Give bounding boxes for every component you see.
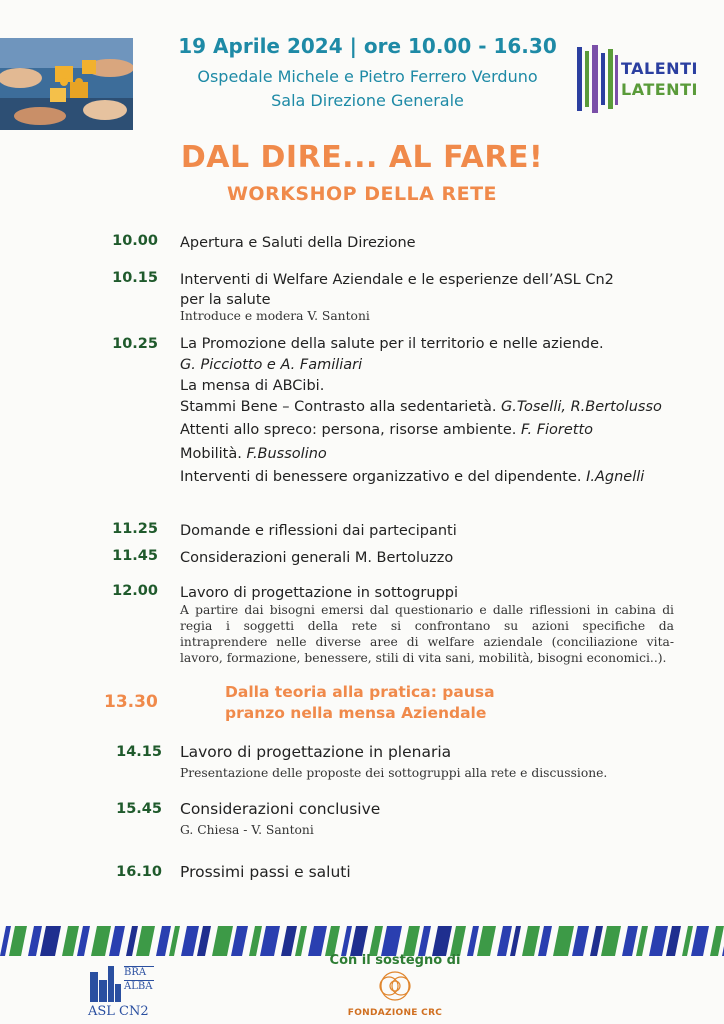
sub-stammi-bene-names: G.Toselli, R.Bertolusso [501,399,662,415]
asl-cn2-logo [88,962,168,1022]
talenti-latenti-logo [575,45,720,113]
stripe-segment [197,926,211,956]
stripe-segment [0,926,11,956]
stripe-segment [249,926,262,956]
stripe-segment [126,926,138,956]
stripe-segment [682,926,693,956]
stripe-segment [40,926,61,956]
stripe-segment [418,926,431,956]
event-room: Sala Direzione Generale [271,91,464,110]
agenda-title-1330 [225,682,545,724]
stripe-segment [350,926,368,956]
agenda-desc-1200-l2: regia i soggetti della rete si confrontano su azioni specifiche da [180,619,674,633]
stripe-segment [341,926,352,956]
stripe-segment [281,926,297,956]
agenda-sub-benessere [180,467,644,487]
stripe-segment [432,926,452,956]
asl-bra-label: BRA [124,966,154,978]
stripe-segment [553,926,574,956]
stripe-segment [156,926,171,956]
stripe-segment [169,926,180,956]
agenda-title-1610: Prossimi passi e saluti [180,863,351,881]
stripe-segment [369,926,383,956]
agenda-note-1015: Introduce e modera V. Santoni [180,309,370,323]
agenda-sub-stammi-bene [180,397,662,417]
stripe-segment [308,926,327,956]
agenda-time-1330: 13.30 [104,692,158,712]
stripe-segment [510,926,521,956]
agenda-speakers-1025: G. Picciotto e A. Familiari [180,357,363,373]
agenda-desc-1200-l3: intraprendere nelle diverse aree di welfare aziendale (conciliazione vita- [180,635,674,649]
agenda-title-1330-line1: Dalla teoria alla pratica: pausa [225,683,495,701]
asl-alba-label: ALBA [124,981,153,992]
agenda-time-1025: 10.25 [112,336,158,352]
sponsor-caption: Con il sostegno di [329,953,461,968]
logo-word-talenti: TALENTI [621,59,698,78]
stripe-segment [9,926,27,956]
stripe-segment [590,926,603,956]
agenda-time-1415: 14.15 [116,744,162,760]
stripe-segment [62,926,79,956]
agenda-time-1200: 12.00 [112,583,158,599]
sub-mobilita-names: F.Bussolino [246,446,327,462]
stripe-segment [622,926,638,956]
stripe-segment [295,926,307,956]
asl-name-label: ASL CN2 [88,1004,149,1019]
agenda-note-1545: G. Chiesa - V. Santoni [180,823,314,837]
stripe-segment [260,926,280,956]
stripe-segment [91,926,111,956]
agenda-time-1125: 11.25 [112,521,158,537]
page-subtitle: WORKSHOP DELLA RETE [226,183,498,205]
agenda-title-1545: Considerazioni conclusive [180,800,381,818]
sub-benessere-text: Interventi di benessere organizzativo e del dipendente. [180,469,582,485]
agenda-time-1000: 10.00 [112,233,158,249]
agenda-title-1025: La Promozione della salute per il territorio e nelle aziende. [180,336,604,352]
agenda-title-1330-line2: pranzo nella mensa Aziendale [225,704,487,722]
stripe-segment [231,926,248,956]
stripe-segment [28,926,42,956]
agenda-time-1145: 11.45 [112,548,158,564]
sub-spreco-names: F. Fioretto [521,422,594,438]
stripe-segment [538,926,552,956]
decorative-stripe-band [0,926,724,956]
agenda-sub-mensa: La mensa di ABCibi. [180,378,325,394]
agenda-sub-mobilita [180,444,327,464]
agenda-sub-spreco [180,420,593,440]
sub-stammi-bene-text: Stammi Bene – Contrasto alla sedentarietà. [180,399,497,415]
stripe-segment [325,926,340,956]
stripe-segment [109,926,125,956]
logo-word-latenti: LATENTI [621,80,698,99]
crc-name-label: FONDAZIONE CRC [347,1008,443,1018]
stripe-segment [691,926,709,956]
stripe-segment [212,926,233,956]
sub-benessere-names: I.Agnelli [586,469,645,485]
sub-mobilita-text: Mobilità. [180,446,242,462]
page-title: DAL DIRE... AL FARE! [180,140,544,175]
agenda-time-1015: 10.15 [112,270,158,286]
stripe-segment [77,926,90,956]
agenda-title-1015-line2: per la salute [180,292,271,308]
stripe-segment [497,926,512,956]
agenda-desc-1200-l1: A partire dai bisogni emersi dal questionario e dalle riflessioni in cabina di [180,603,674,617]
header-photo-puzzle-hands [0,38,133,130]
stripe-segment [450,926,466,956]
agenda-title-1200: Lavoro di progettazione in sottogruppi [180,585,458,601]
asl-buildings-icon [88,966,122,1002]
stripe-segment [467,926,479,956]
stripe-segment [136,926,155,956]
crc-rings-icon [373,970,417,1002]
stripe-segment [403,926,420,956]
stripe-segment [381,926,402,956]
agenda-title-1125: Domande e riflessioni dai partecipanti [180,523,457,539]
stripe-segment [522,926,540,956]
stripe-segment [636,926,648,956]
agenda-title-1015-line1: Interventi di Welfare Aziendale e le esperienze dell’ASL Cn2 [180,272,614,288]
agenda-title-1415: Lavoro di progettazione in plenaria [180,743,452,761]
stripe-segment [710,926,724,956]
event-venue: Ospedale Michele e Pietro Ferrero Verduno [197,67,538,86]
agenda-title-1000: Apertura e Saluti della Direzione [180,235,416,251]
sub-spreco-text: Attenti allo spreco: persona, risorse ambiente. [180,422,517,438]
agenda-desc-1200-l4: lavoro, formazione, benessere, stili di vita sani, mobilità, bisogni economici..). [180,651,667,665]
stripe-segment [477,926,496,956]
agenda-note-1415: Presentazione delle proposte dei sottogruppi alla rete e discussione. [180,766,608,780]
stripe-segment [601,926,621,956]
stripe-segment [649,926,668,956]
event-date-time: 19 Aprile 2024 | ore 10.00 - 16.30 [178,34,557,58]
stripe-segment [181,926,199,956]
stripe-segment [572,926,589,956]
fondazione-crc-logo [345,970,445,1024]
agenda-title-1145: Considerazioni generali M. Bertoluzzo [180,550,454,566]
stripe-segment [666,926,681,956]
logo-brushstrokes-icon [575,45,619,113]
agenda-time-1545: 15.45 [116,801,162,817]
agenda-time-1610: 16.10 [116,864,162,880]
